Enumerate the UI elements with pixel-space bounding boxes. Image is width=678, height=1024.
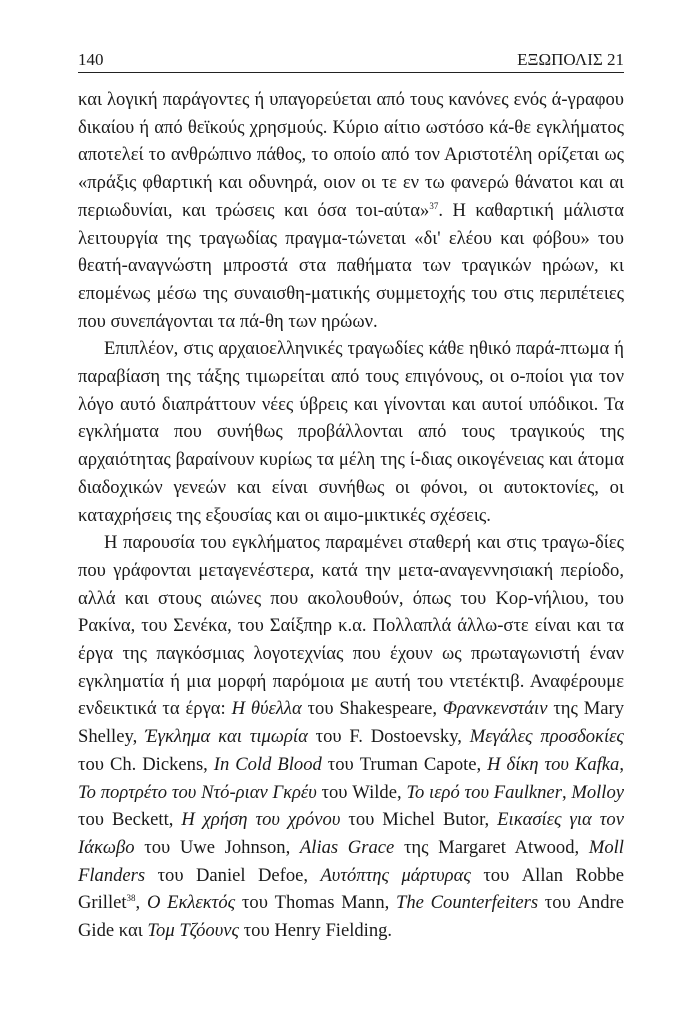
paragraph	[78, 335, 624, 529]
work-title: Molloy	[571, 781, 625, 803]
text-run: Η παρουσία του εγκλήματος παραμένει σταθερή και στις τραγω-δίες που γράφονται μεταγενέστερα, κατά την μετα-αναγεννησιακή περίοδο, αλλά και στους αιώνες που ακολουθούν, όπως του Κορ-νήλιου, του Ρακίνα, του Σενέκα, του Σαίξπηρ κ.α. Πολλαπλά άλλω-στε είναι και τα έργα της παγκόσμιας λογοτεχνίας που έχουν ως πρωταγωνιστή έναν εγκληματία ή μια μορφή παρόμοια με αυτή του ντετέκτιβ. Αναφέρουμε ενδεικτικά τα έργα:	[78, 532, 624, 720]
text-run: Επιπλέον, στις αρχαιοελληνικές τραγωδίες κάθε ηθικό παρά-πτωμα ή παραβίαση της τάξης τιμωρείται από τους επιγόνους, οι ο-ποίοι για τον λόγο αυτό διαπράττουν νέες ύβρεις και γίνονται και αυτοί υπόδικοι. Τα εγκλήματα που συνήθως προβάλλονται από τους τραγικούς της αρχαιότητας βαραίνουν κυρίως τα μέλη της ί-διας οικογένειας και άτομα διαδοχικών γενεών και είναι συνήθως οι φόνοι, οι αυτοκτονίες, οι καταχρήσεις της εξουσίας και οι αιμο-μικτικές σχέσεις.	[78, 338, 624, 526]
text-run: της Margaret Atwood,	[394, 836, 589, 858]
text-run: του Michel Butor,	[340, 809, 498, 831]
work-title: Η θύελλα	[231, 698, 302, 720]
text-run: του Wilde,	[316, 781, 407, 803]
text-run: ,	[135, 892, 147, 914]
text-run: του Henry Fielding.	[239, 920, 393, 942]
paragraph	[78, 86, 624, 335]
work-title: Εικασίες για τον Ιάκωβο	[78, 809, 624, 858]
work-title: Η χρήση του χρόνου	[181, 809, 341, 831]
text-run: του F. Dostoevsky,	[307, 726, 470, 748]
text-run: ,	[619, 753, 624, 775]
work-title: Το ιερό του Faulkner	[406, 781, 562, 803]
text-run: του Daniel Defoe,	[145, 864, 321, 886]
text-run: του Shakespeare,	[301, 698, 443, 720]
journal-title: ΕΞΩΠΟΛΙΣ 21	[517, 50, 624, 69]
text-run: ,	[561, 781, 572, 803]
text-run: του Beckett,	[78, 809, 182, 831]
text-run: του Allan Robbe Grillet	[78, 864, 625, 914]
footnote-ref: 37	[429, 200, 439, 211]
work-title: The Counterfeiters	[396, 892, 539, 914]
work-title: Alias Grace	[299, 836, 395, 858]
text-run: του Ch. Dickens,	[78, 753, 214, 775]
text-run: της Mary Shelley,	[78, 698, 625, 748]
text-run: του Uwe Johnson,	[134, 836, 300, 858]
work-title: Το πορτρέτο του Ντό-ριαν Γκρέυ	[78, 781, 317, 803]
work-title: Η δίκη του Kafka	[487, 753, 620, 775]
work-title: Έγκλημα και τιμωρία	[145, 726, 308, 748]
text-run: και λογική παράγοντες ή υπαγορεύεται από τους κανόνες ενός ά-γραφου δικαίου ή από θεϊκούς χρησμούς. Κύριο αίτιο ωστόσο κά-θε εγκλήματος αποτελεί το ανθρώπινο πάθος, το οποίο από τον Αριστοτέλη ορίζεται ως «πράξις φθαρτική και οδυνηρά, οιον οι τε εν τω φανερώ θάνατοι και αι περιωδυνίαι, και τρώσεις και όσα τοι-αύτα»	[78, 89, 624, 221]
footnote-ref: 38	[126, 893, 136, 904]
work-title: Αυτόπτης μάρτυρας	[320, 864, 471, 886]
text-run: του Truman Capote,	[321, 753, 488, 775]
work-title: In Cold Blood	[213, 753, 322, 775]
work-title: Ο Εκλεκτός	[146, 892, 236, 914]
page-number: 140	[78, 50, 104, 69]
text-run: . Η καθαρτική μάλιστα λειτουργία της τραγωδίας πραγμα-τώνεται «δι' ελέου και φόβου» του θεατή-αναγνώστη μπροστά στα παθήματα των τραγικών ηρώων, κι επομένως μέσω της συναισθη-ματικής συμμετοχής του στις περιπέτειες που συνεπάγονται τα πά-θη των ηρώων.	[78, 199, 624, 332]
work-title: Μεγάλες προσδοκίες	[469, 726, 624, 748]
paragraph	[78, 529, 624, 945]
work-title: Φρανκενστάιν	[442, 698, 548, 720]
text-run: του Andre Gide και	[78, 892, 624, 942]
body-text	[78, 86, 624, 945]
text-run: του Thomas Mann,	[235, 892, 397, 914]
running-header	[78, 48, 624, 73]
work-title: Τομ Τζόουνς	[147, 920, 240, 942]
work-title: Moll Flanders	[78, 836, 624, 886]
